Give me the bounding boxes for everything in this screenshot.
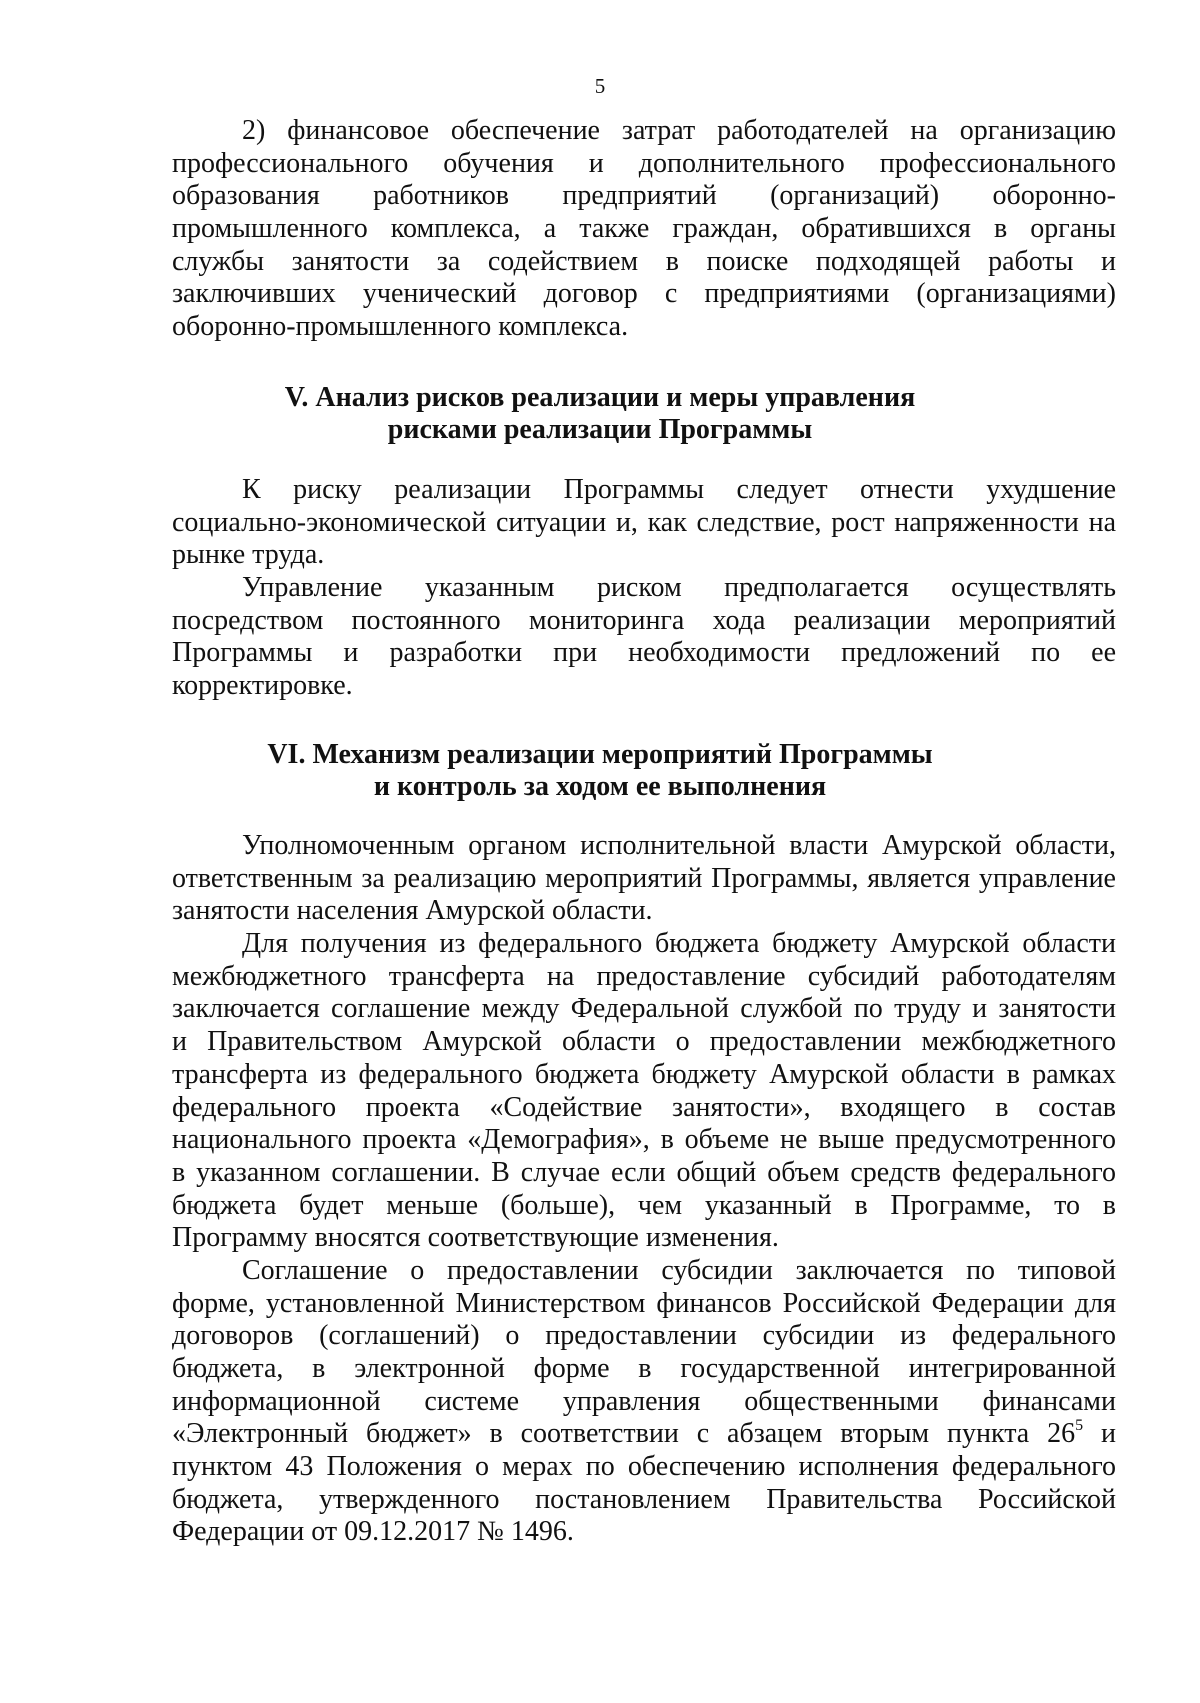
paragraph-item-2 — [172, 115, 1116, 344]
text-line: договоров (соглашений) о предоставлении субсидии из федерального — [172, 1320, 1116, 1352]
section-6-body — [172, 830, 1116, 1549]
text-line: национального проекта «Демография», в объеме не выше предусмотренного — [172, 1124, 1116, 1156]
text-line: профессионального обучения и дополнительного профессионального — [172, 147, 1116, 179]
text-line: социально-экономической ситуации и, как следствие, рост напряженности на — [172, 506, 1116, 538]
text-line: рынке труда. — [172, 539, 325, 571]
text-line: Для получения из федерального бюджета бюджету Амурской области — [242, 928, 1116, 960]
text-line: посредством постоянного мониторинга хода реализации мероприятий — [172, 604, 1116, 636]
text-line: Федерации от 09.12.2017 № 1496. — [172, 1516, 574, 1548]
text-line: Управление указанным риском предполагается осуществлять — [242, 572, 1116, 604]
text-line-part: и — [1083, 1418, 1116, 1450]
text-line: заключивших ученический договор с предприятиями (организациями) — [172, 278, 1116, 310]
text-line: занятости населения Амурской области. — [172, 895, 653, 927]
text-line: 2) финансовое обеспечение затрат работодателей на организацию — [242, 115, 1116, 146]
text-line-with-footnote — [172, 1418, 1116, 1451]
text-line: федерального проекта «Содействие занятости», входящего в состав — [172, 1091, 1116, 1123]
text-line: форме, установленной Министерством финансов Российской Федерации для — [172, 1287, 1116, 1319]
text-line: трансферта из федерального бюджета бюджету Амурской области в рамках — [172, 1058, 1116, 1090]
text-line: межбюджетного трансферта на предоставление субсидий работодателям — [172, 960, 1116, 992]
heading-line: и контроль за ходом ее выполнения — [373, 771, 827, 802]
text-line: Программу вносятся соответствующие изменения. — [172, 1222, 779, 1254]
text-line: образования работников предприятий (организаций) оборонно- — [172, 180, 1116, 212]
text-line: оборонно-промышленного комплекса. — [172, 311, 629, 343]
text-line: пунктом 43 Положения о мерах по обеспечению исполнения федерального — [172, 1451, 1116, 1483]
text-line: информационной системе управления общественными финансами — [172, 1385, 1116, 1417]
text-line: бюджета будет меньше (больше), чем указанный в Программе, то в — [172, 1189, 1116, 1221]
footnote-superscript: 5 — [1075, 1417, 1084, 1435]
text-line: в указанном соглашении. В случае если общий объем средств федерального — [172, 1156, 1116, 1188]
heading-line: рисками реализации Программы — [387, 414, 813, 445]
text-line: корректировке. — [172, 670, 353, 702]
text-line: Программы и разработки при необходимости предложений по ее — [172, 637, 1116, 669]
text-line: ответственным за реализацию мероприятий Программы, является управление — [172, 862, 1116, 894]
section-5-body — [172, 474, 1116, 703]
heading-line: V. Анализ рисков реализации и меры управления — [284, 382, 916, 413]
text-line-part: «Электронный бюджет» в соответствии с абзацем вторым пункта 26 — [172, 1418, 1076, 1450]
text-line: Уполномоченным органом исполнительной власти Амурской области, — [242, 830, 1116, 861]
text-line: К риску реализации Программы следует отнести ухудшение — [242, 474, 1116, 505]
heading-line: VI. Механизм реализации мероприятий Программы — [267, 739, 933, 770]
text-line: службы занятости за содействием в поиске подходящей работы и — [172, 245, 1116, 277]
text-line: Соглашение о предоставлении субсидии заключается по типовой — [242, 1254, 1116, 1286]
text-line: бюджета, утвержденного постановлением Правительства Российской — [172, 1483, 1116, 1515]
section-6-heading — [0, 739, 1200, 803]
text-line: промышленного комплекса, а также граждан, обратившихся в органы — [172, 213, 1116, 245]
text-line: бюджета, в электронной форме в государственной интегрированной — [172, 1353, 1116, 1384]
text-line: заключается соглашение между Федеральной службой по труду и занятости — [172, 993, 1116, 1025]
text-line: и Правительством Амурской области о предоставлении межбюджетного — [172, 1026, 1116, 1058]
section-5-heading — [0, 382, 1200, 446]
page-number: 5 — [594, 74, 606, 98]
